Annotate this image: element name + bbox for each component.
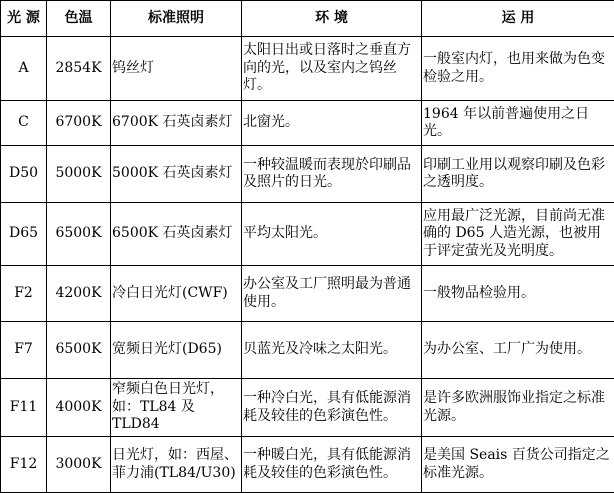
table-row (1, 203, 614, 266)
cell-environment: 一种较温暖而表现於印刷品及照片的日光。 (242, 146, 422, 203)
table-row (1, 37, 614, 101)
cell-application: 为办公室、工厂广为使用。 (422, 322, 614, 379)
cell-environment: 太阳日出或日落时之垂直方向的光，以及室内之钨丝灯。 (242, 37, 422, 101)
table-row (1, 379, 614, 437)
table-row (1, 146, 614, 203)
cell-environment: 一种暖白光，具有低能源消耗及较佳的色彩演色性。 (242, 437, 422, 493)
cell-application: 印刷工业用以观察印刷及色彩之透明度。 (422, 146, 614, 203)
cell-source: F7 (1, 322, 47, 379)
cell-application: 是美国 Seais 百货公司指定之标准光源。 (422, 437, 614, 493)
cell-color-temp: 4200K (47, 266, 111, 322)
header-light-source: 光 源 (1, 1, 47, 37)
cell-application: 应用最广泛光源，目前尚无准确的 D65 人造光源，也被用于评定萤光及光明度。 (422, 203, 614, 266)
cell-color-temp: 3000K (47, 437, 111, 493)
table-row (1, 266, 614, 322)
cell-standard-lighting: 冷白日光灯(CWF) (111, 266, 242, 322)
header-environment: 环 境 (242, 1, 422, 37)
cell-color-temp: 6500K (47, 203, 111, 266)
cell-color-temp: 5000K (47, 146, 111, 203)
cell-environment: 平均太阳光。 (242, 203, 422, 266)
cell-application: 1964 年以前普遍使用之日光。 (422, 101, 614, 146)
cell-standard-lighting: 钨丝灯 (111, 37, 242, 101)
table-row (1, 101, 614, 146)
table-row (1, 322, 614, 379)
cell-source: F2 (1, 266, 47, 322)
table-row (1, 437, 614, 493)
cell-environment: 一种冷白光，具有低能源消耗及较佳的色彩演色性。 (242, 379, 422, 437)
cell-standard-lighting: 5000K 石英卤素灯 (111, 146, 242, 203)
cell-environment: 贝蓝光及冷味之太阳光。 (242, 322, 422, 379)
cell-standard-lighting: 日光灯，如：西屋、菲力浦(TL84/U30) (111, 437, 242, 493)
cell-color-temp: 2854K (47, 37, 111, 101)
cell-standard-lighting: 宽频日光灯(D65) (111, 322, 242, 379)
cell-source: A (1, 37, 47, 101)
cell-standard-lighting: 6500K 石英卤素灯 (111, 203, 242, 266)
cell-color-temp: 6700K (47, 101, 111, 146)
cell-standard-lighting: 窄频白色日光灯，如：TL84 及 TLD84 (111, 379, 242, 437)
cell-application: 一般室内灯，也用来做为色变检验之用。 (422, 37, 614, 101)
header-color-temp: 色温 (47, 1, 111, 37)
cell-color-temp: 4000K (47, 379, 111, 437)
cell-environment: 办公室及工厂照明最为普通使用。 (242, 266, 422, 322)
cell-standard-lighting: 6700K 石英卤素灯 (111, 101, 242, 146)
header-application: 运 用 (422, 1, 614, 37)
cell-source: F12 (1, 437, 47, 493)
header-row (1, 1, 614, 37)
cell-source: C (1, 101, 47, 146)
cell-application: 一般物品检验用。 (422, 266, 614, 322)
cell-source: F11 (1, 379, 47, 437)
cell-color-temp: 6500K (47, 322, 111, 379)
cell-environment: 北窗光。 (242, 101, 422, 146)
header-standard-lighting: 标准照明 (111, 1, 242, 37)
cell-source: D65 (1, 203, 47, 266)
cell-source: D50 (1, 146, 47, 203)
cell-application: 是许多欧洲服饰业指定之标准光源。 (422, 379, 614, 437)
